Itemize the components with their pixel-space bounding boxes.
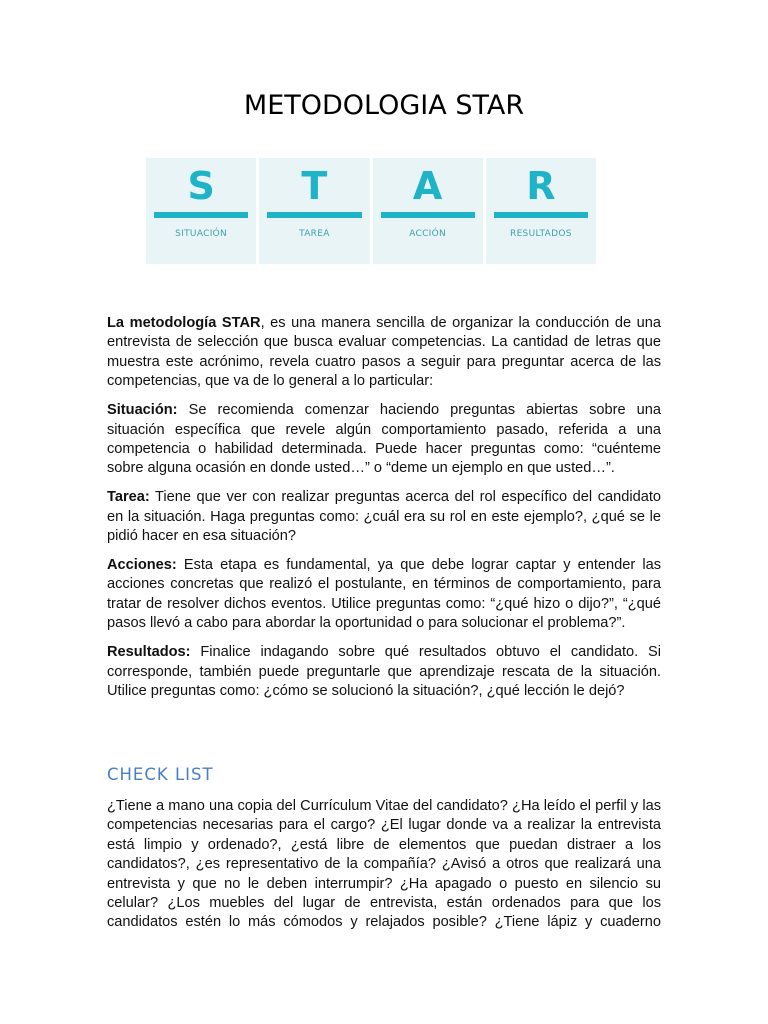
star-card-a (373, 158, 483, 264)
star-word: RESULTADOS (510, 229, 572, 239)
paragraph-lead: Situación: (107, 402, 178, 419)
paragraph-text: Tiene que ver con realizar preguntas acerca del rol específico del candidato en la situación. Haga preguntas como: ¿cuál era su rol en este ejemplo?, ¿qué se le pidió hacer en esa situación? (107, 489, 661, 545)
checklist-text: ¿Tiene a mano una copia del Currículum Vitae del candidato? ¿Ha leído el perfil y las competencias necesarias para el cargo? ¿El lugar donde va a realizar la entrevista está limpio y ordenado?, ¿está libre de elementos que puedan distraer a los candidatos?, ¿es representativo de la compañía? ¿Avisó a otros que realizará una entrevista y que no le deben interrumpir? ¿Ha apagado o puesto en silencio su celular? ¿Los muebles del lugar de entrevista, están ordenados para que los candidatos estén lo más cómodos y relajados posible? ¿Tiene lápiz y cuaderno (107, 798, 661, 931)
star-underline (267, 212, 361, 218)
paragraph-intro (107, 314, 661, 392)
paragraph-resultados (107, 643, 661, 701)
paragraph-text: Esta etapa es fundamental, ya que debe lograr captar y entender las acciones concretas que realizó el postulante, en términos de comportamiento, para tratar de resolver dichos eventos. Utilice preguntas como: “¿qué hizo o dijo?”, “¿qué pasos llevó a cabo para abordar la oportunidad o para solucionar el problema?”. (107, 556, 661, 632)
paragraph-situacion (107, 401, 661, 479)
star-card-r (486, 158, 596, 264)
paragraph-text: Finalice indagando sobre qué resultados obtuvo el candidato. Si corresponde, también puede preguntarle que aprendizaje rescata de la situación. Utilice preguntas como: ¿cómo se solucionó la situación?, ¿qué lección le dejó? (107, 644, 661, 699)
paragraph-lead: Resultados: (107, 644, 191, 661)
checklist-heading: CHECK LIST (107, 765, 214, 784)
paragraph-acciones (107, 556, 661, 634)
star-card-t (259, 158, 369, 264)
paragraph-text: , es una manera sencilla de organizar la conducción de una entrevista de selección que busca evaluar competencias. La cantidad de letras que muestra este acrónimo, revela cuatro pasos a seguir para preguntar acerca de las competencias, que va de lo general a lo particular: (107, 315, 661, 390)
star-letter: R (526, 164, 556, 208)
paragraph-lead: Tarea: (107, 489, 150, 506)
paragraph-lead: Acciones: (107, 556, 177, 573)
star-letter: A (412, 164, 443, 208)
star-underline (494, 212, 588, 218)
star-word: SITUACIÓN (175, 229, 228, 239)
paragraph-lead: La metodología STAR (107, 315, 261, 331)
star-card-s (146, 158, 256, 264)
star-letter: T (301, 164, 328, 208)
document-body (107, 314, 661, 711)
paragraph-text: Se recomienda comenzar haciendo preguntas abiertas sobre una situación específica que revele algún comportamiento pasado, referida a una competencia o habilidad determinada. Puede hacer preguntas como: “cuénteme sobre alguna ocasión en donde usted…” o “deme un ejemplo en que usted…”. (107, 402, 661, 477)
star-underline (381, 212, 475, 218)
star-acronym-graphic (146, 158, 596, 264)
star-word: ACCIÓN (409, 229, 447, 239)
star-letter: S (187, 164, 215, 208)
star-underline (154, 212, 248, 218)
star-word: TAREA (299, 229, 330, 239)
paragraph-tarea (107, 488, 661, 546)
page-title: METODOLOGIA STAR (243, 90, 525, 121)
